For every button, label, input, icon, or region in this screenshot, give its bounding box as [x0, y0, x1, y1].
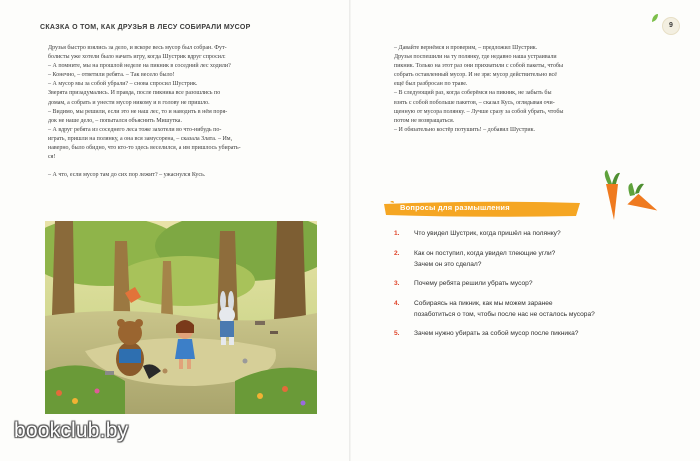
- page-number: 9: [662, 17, 680, 35]
- book-gutter: [349, 0, 351, 461]
- question-text-line: позаботиться о том, чтобы после нас не осталось мусора?: [414, 311, 595, 318]
- left-page-text-line: Друзья быстро взялись за дело, и вскоре весь мусор был собран. Фут-: [48, 45, 227, 51]
- right-page-text-line: ещё был разбросан по траве.: [394, 81, 468, 88]
- question-text-line: Как он поступил, когда увидел тлеющие угли?: [414, 250, 556, 257]
- question-text-line: Собираясь на пикник, как мы можем заранее: [414, 300, 553, 307]
- question-number: 2.: [394, 250, 400, 257]
- left-page-text-line: док не наше дело, – попытался объяснить Мишутка.: [48, 117, 182, 124]
- question-text: [414, 228, 561, 239]
- left-page-text-line: – А помните, мы на прошлой неделе на пикник в соседний лес ходили?: [48, 63, 231, 70]
- question-text-line: Зачем он это сделал?: [414, 261, 482, 268]
- left-page-text-line: – А что, если мусор там до сих пор лежит? – ужаснулся Кусь.: [48, 172, 206, 179]
- question-text: [414, 248, 555, 270]
- question-text: [414, 298, 595, 320]
- right-page-text-line: – В следующий раз, когда соберёмся на пикник, не забыть бы: [394, 90, 552, 97]
- right-page-text-line: Друзья поспешили на ту полянку, где недавно наша устраивали: [394, 54, 557, 61]
- right-page-text-line: – И обязательно костёр потушить! – добавил Шустрик.: [394, 126, 536, 133]
- left-page-text: [48, 44, 318, 180]
- left-page-text-line: Зверята призадумались. И правда, после пикника все разошлись по: [48, 90, 221, 97]
- right-page-text: [394, 44, 664, 135]
- forest-picnic-illustration: [45, 221, 317, 414]
- right-page-text-line: – Давайте вернёмся и проверим, – предложил Шустрик.: [394, 45, 538, 51]
- left-page-text-line: – А вдруг ребята из соседнего леса тоже захотели во что-нибудь по-: [48, 126, 222, 133]
- left-page-text-line: играть, пришли на полянку, а она вся замусорена, – сказала Злата. – Им,: [48, 135, 233, 142]
- question-text-line: Почему ребята решили убрать мусор?: [414, 280, 533, 287]
- left-page-text-line: [48, 162, 318, 171]
- question-text: [414, 278, 533, 289]
- right-page-text-line: потом не возвращаться.: [394, 117, 455, 124]
- left-page-text-line: – Видимо, мы решили, если это не наш лес, то и наводить в нём поря-: [48, 108, 228, 115]
- left-page-text-line: домам, а собрать и унести мусор никому и в голову не пришло.: [48, 99, 210, 106]
- question-text: [414, 328, 578, 339]
- left-page-text-line: болисты уже хотели было начать игру, когда Шустрик вдруг спросил:: [48, 54, 226, 61]
- right-page-text-line: собрать оставленный мусор. И не зря: мусор действительно всё: [394, 72, 557, 79]
- question-text-line: Зачем нужно убирать за собой мусор после пикника?: [414, 330, 579, 337]
- left-page-text-line: ся!: [48, 154, 56, 161]
- site-watermark: bookclub.by: [14, 419, 129, 442]
- question-number: 5.: [394, 330, 400, 337]
- question-number: 4.: [394, 300, 400, 307]
- question-number: 1.: [394, 230, 400, 237]
- question-number: 3.: [394, 280, 400, 287]
- questions-heading: Вопросы для размышления: [400, 203, 510, 212]
- left-page-text-line: – А мусор мы за собой убрали? – снова спросил Шустрик.: [48, 81, 198, 88]
- running-header: СКАЗКА О ТОМ, КАК ДРУЗЬЯ В ЛЕСУ СОБИРАЛИ МУСОР: [40, 24, 251, 31]
- carrots-icon: [588, 170, 658, 222]
- left-page-text-line: наверно, было обидно, что кто-то здесь веселился, а им пришлось убирать-: [48, 145, 241, 152]
- right-page-text-line: щенную от мусора полянку. – Лучше сразу за собой убрать, чтобы: [394, 108, 564, 115]
- question-text-line: Что увидел Шустрик, когда пришёл на полянку?: [414, 230, 561, 237]
- right-page-text-line: пикник. Только на этот раз они прихватили с собой пакеты, чтобы: [394, 63, 564, 70]
- right-page-text-line: взять с собой побольше пакетов, – сказал Кусь, оглядывая очи-: [394, 99, 555, 106]
- left-page-text-line: – Конечно, – ответили ребята. – Так весело было!: [48, 72, 175, 79]
- leaf-icon: [651, 13, 659, 23]
